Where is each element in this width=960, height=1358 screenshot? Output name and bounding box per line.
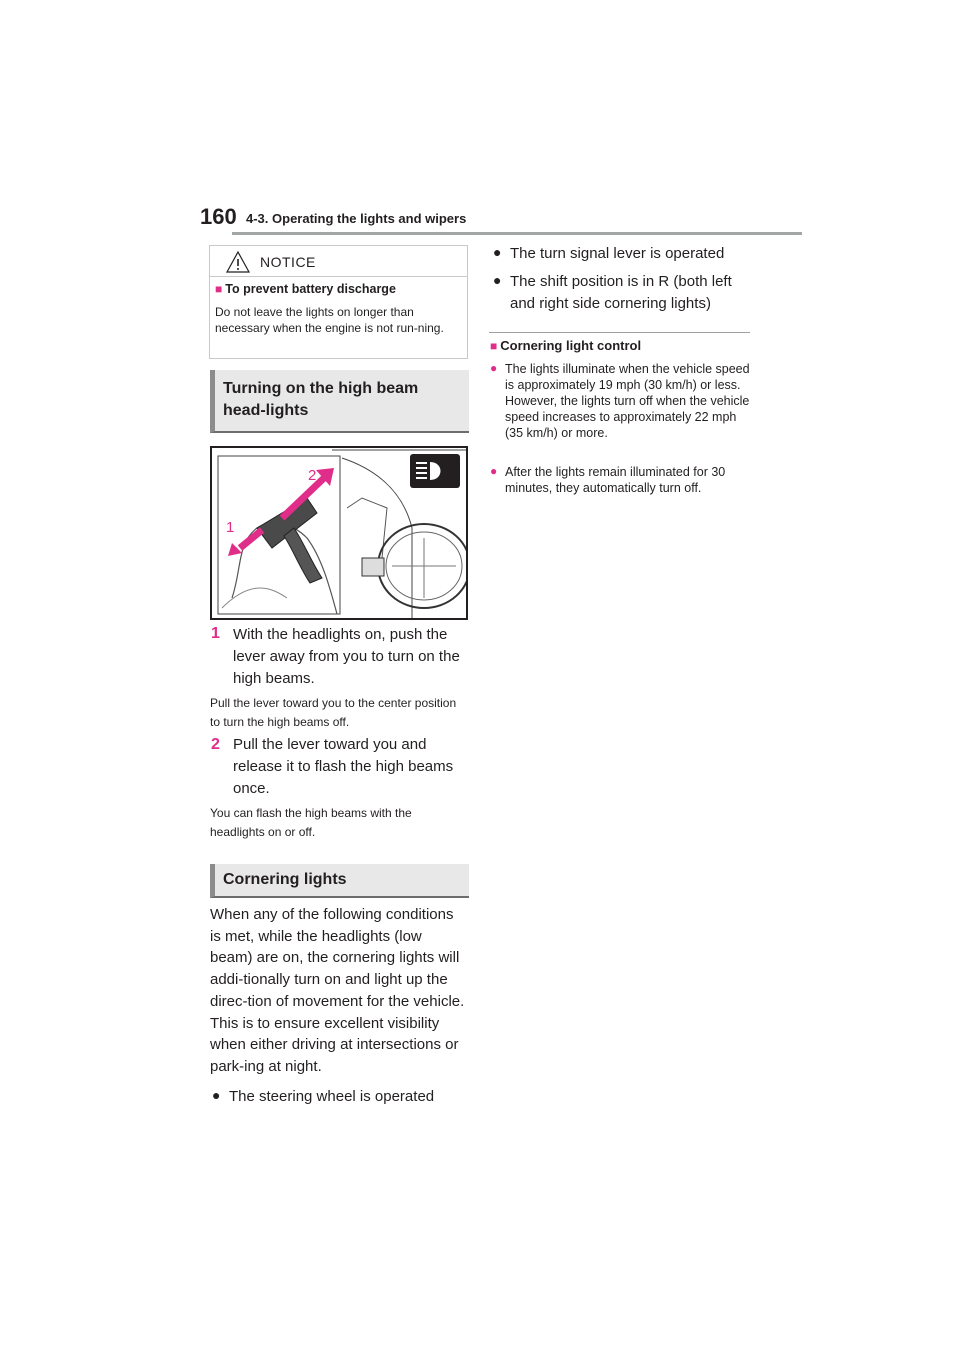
page-number: 160 bbox=[200, 204, 237, 229]
section-heading-text: Turning on the high beam head-lights bbox=[223, 380, 419, 419]
bullet-icon: ● bbox=[490, 361, 498, 375]
notice-body: Do not leave the lights on longer than necessary when the engine is not run-ning. bbox=[215, 305, 444, 335]
divider bbox=[489, 332, 750, 333]
cornering-control-subheading: ■ Cornering light control bbox=[490, 338, 642, 353]
figure-label-1: 1 bbox=[226, 519, 235, 536]
step-number: 1 bbox=[211, 625, 220, 642]
bullet-icon: ● bbox=[212, 1087, 221, 1103]
notice-box bbox=[209, 245, 468, 359]
lever-diagram bbox=[212, 448, 466, 618]
section-heading-text: Cornering lights bbox=[223, 871, 347, 888]
square-bullet-icon: ■ bbox=[490, 339, 498, 353]
square-bullet-icon: ■ bbox=[215, 282, 223, 296]
section-title: 4-3. Operating the lights and wipers bbox=[246, 211, 467, 226]
notice-title: NOTICE bbox=[260, 254, 316, 270]
notice-header bbox=[210, 246, 467, 277]
step-note: Pull the lever toward you to the center position to turn the high beams off. bbox=[210, 696, 457, 729]
section-heading-cornering bbox=[210, 864, 469, 898]
warning-triangle-icon bbox=[226, 251, 250, 273]
cornering-intro: When any of the following conditions is met, while the headlights (low beam) are on, the cornering lights will addi-tionally turn on and light up the direc-tion of movement for the vehicle. This is to ensure excellent visibility when either driving at intersections or park-ing at night. bbox=[210, 906, 465, 1075]
step-text: With the headlights on, push the lever away from you to turn on the high beams. bbox=[233, 626, 460, 687]
step-text: Pull the lever toward you and release it to flash the high beams once. bbox=[233, 736, 454, 797]
notice-subheading: ■ To prevent battery discharge bbox=[215, 282, 396, 296]
figure-label-2: 2 bbox=[308, 467, 317, 484]
section-heading-high-beam bbox=[210, 370, 469, 433]
header-rule bbox=[232, 232, 802, 235]
bullet-icon: ● bbox=[493, 272, 502, 288]
bullet-icon: ● bbox=[490, 464, 498, 478]
step-number: 2 bbox=[211, 736, 220, 753]
headlight-lever-illustration bbox=[210, 446, 468, 620]
bullet-icon: ● bbox=[493, 244, 502, 260]
step-note: You can flash the high beams with the headlights on or off. bbox=[210, 806, 412, 839]
